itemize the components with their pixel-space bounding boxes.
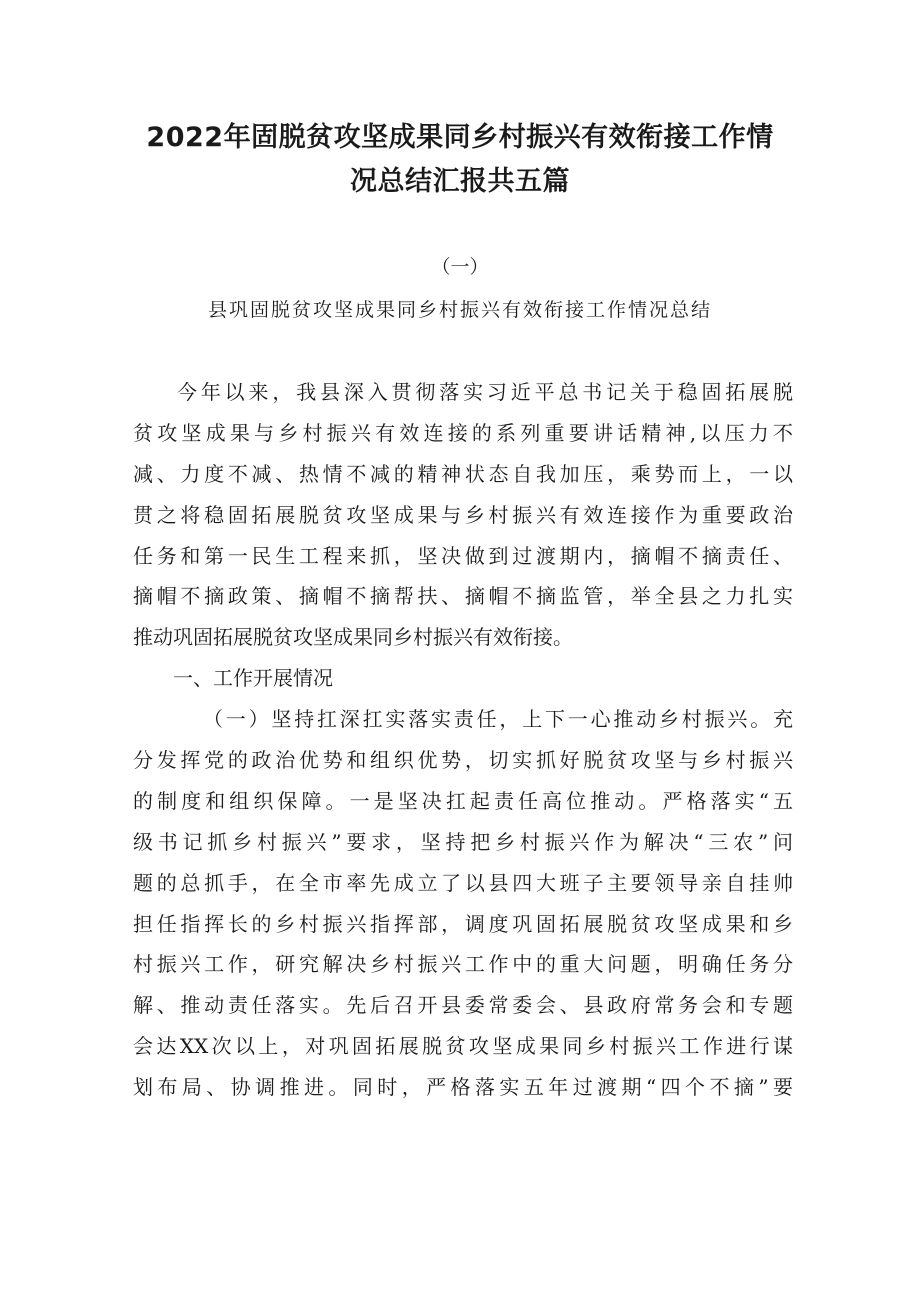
paragraph-line: （一）坚持扛深扛实落实责任，上下一心推动乡村振兴。充 <box>203 707 793 732</box>
paragraph-line: 担任指挥长的乡村振兴指挥部，调度巩固拓展脱贫攻坚成果和乡 <box>133 911 793 936</box>
paragraph-line: 任务和第一民生工程来抓，坚决做到过渡期内，摘帽不摘责任、 <box>133 543 793 568</box>
paragraph-line: 分发挥党的政治优势和组织优势，切实抓好脱贫攻坚与乡村振兴 <box>133 748 793 773</box>
section-title: 县巩固脱贫攻坚成果同乡村振兴有效衔接工作情况总结 <box>207 299 712 321</box>
paragraph-line: 贫攻坚成果与乡村振兴有效连接的系列重要讲话精神,以压力不 <box>133 420 793 445</box>
paragraph-line: 划布局、协调推进。同时，严格落实五年过渡期“四个不摘”要 <box>133 1075 793 1100</box>
paragraph-line: 级书记抓乡村振兴”要求，坚持把乡村振兴作为解决“三农”问 <box>133 829 793 854</box>
paragraph-line: 会达XX次以上，对巩固拓展脱贫攻坚成果同乡村振兴工作进行谋 <box>133 1034 793 1059</box>
paragraph-line: 贯之将稳固拓展脱贫攻坚成果与乡村振兴有效连接作为重要政治 <box>133 502 793 527</box>
paragraph-line: 的制度和组织保障。一是坚决扛起责任高位推动。严格落实“五 <box>133 788 793 813</box>
title-line-2: 况总结汇报共五篇 <box>350 166 570 197</box>
document-title <box>110 116 810 204</box>
paragraph-line: 今年以来，我县深入贯彻落实习近平总书记关于稳固拓展脱 <box>177 380 793 404</box>
paragraph-line: 推动巩固拓展脱贫攻坚成果同乡村振兴有效衔接。 <box>133 625 573 650</box>
title-line-1: 2022年固脱贫攻坚成果同乡村振兴有效衔接工作情 <box>146 122 774 153</box>
paragraph-line: 减、力度不减、热情不减的精神状态自我加压，乘势而上，一以 <box>133 461 793 486</box>
body-text <box>133 372 793 1108</box>
paragraph-line: 摘帽不摘政策、摘帽不摘帮扶、摘帽不摘监管，举全县之力扎实 <box>133 584 793 609</box>
section-heading: 一、工作开展情况 <box>173 666 333 691</box>
paragraph-line: 解、推动责任落实。先后召开县委常委会、县政府常务会和专题 <box>133 993 793 1018</box>
paragraph-line: 题的总抓手，在全市率先成立了以县四大班子主要领导亲自挂帅 <box>133 870 793 895</box>
section-number: （一） <box>431 256 489 278</box>
paragraph-line: 村振兴工作，研究解决乡村振兴工作中的重大问题，明确任务分 <box>133 952 793 977</box>
